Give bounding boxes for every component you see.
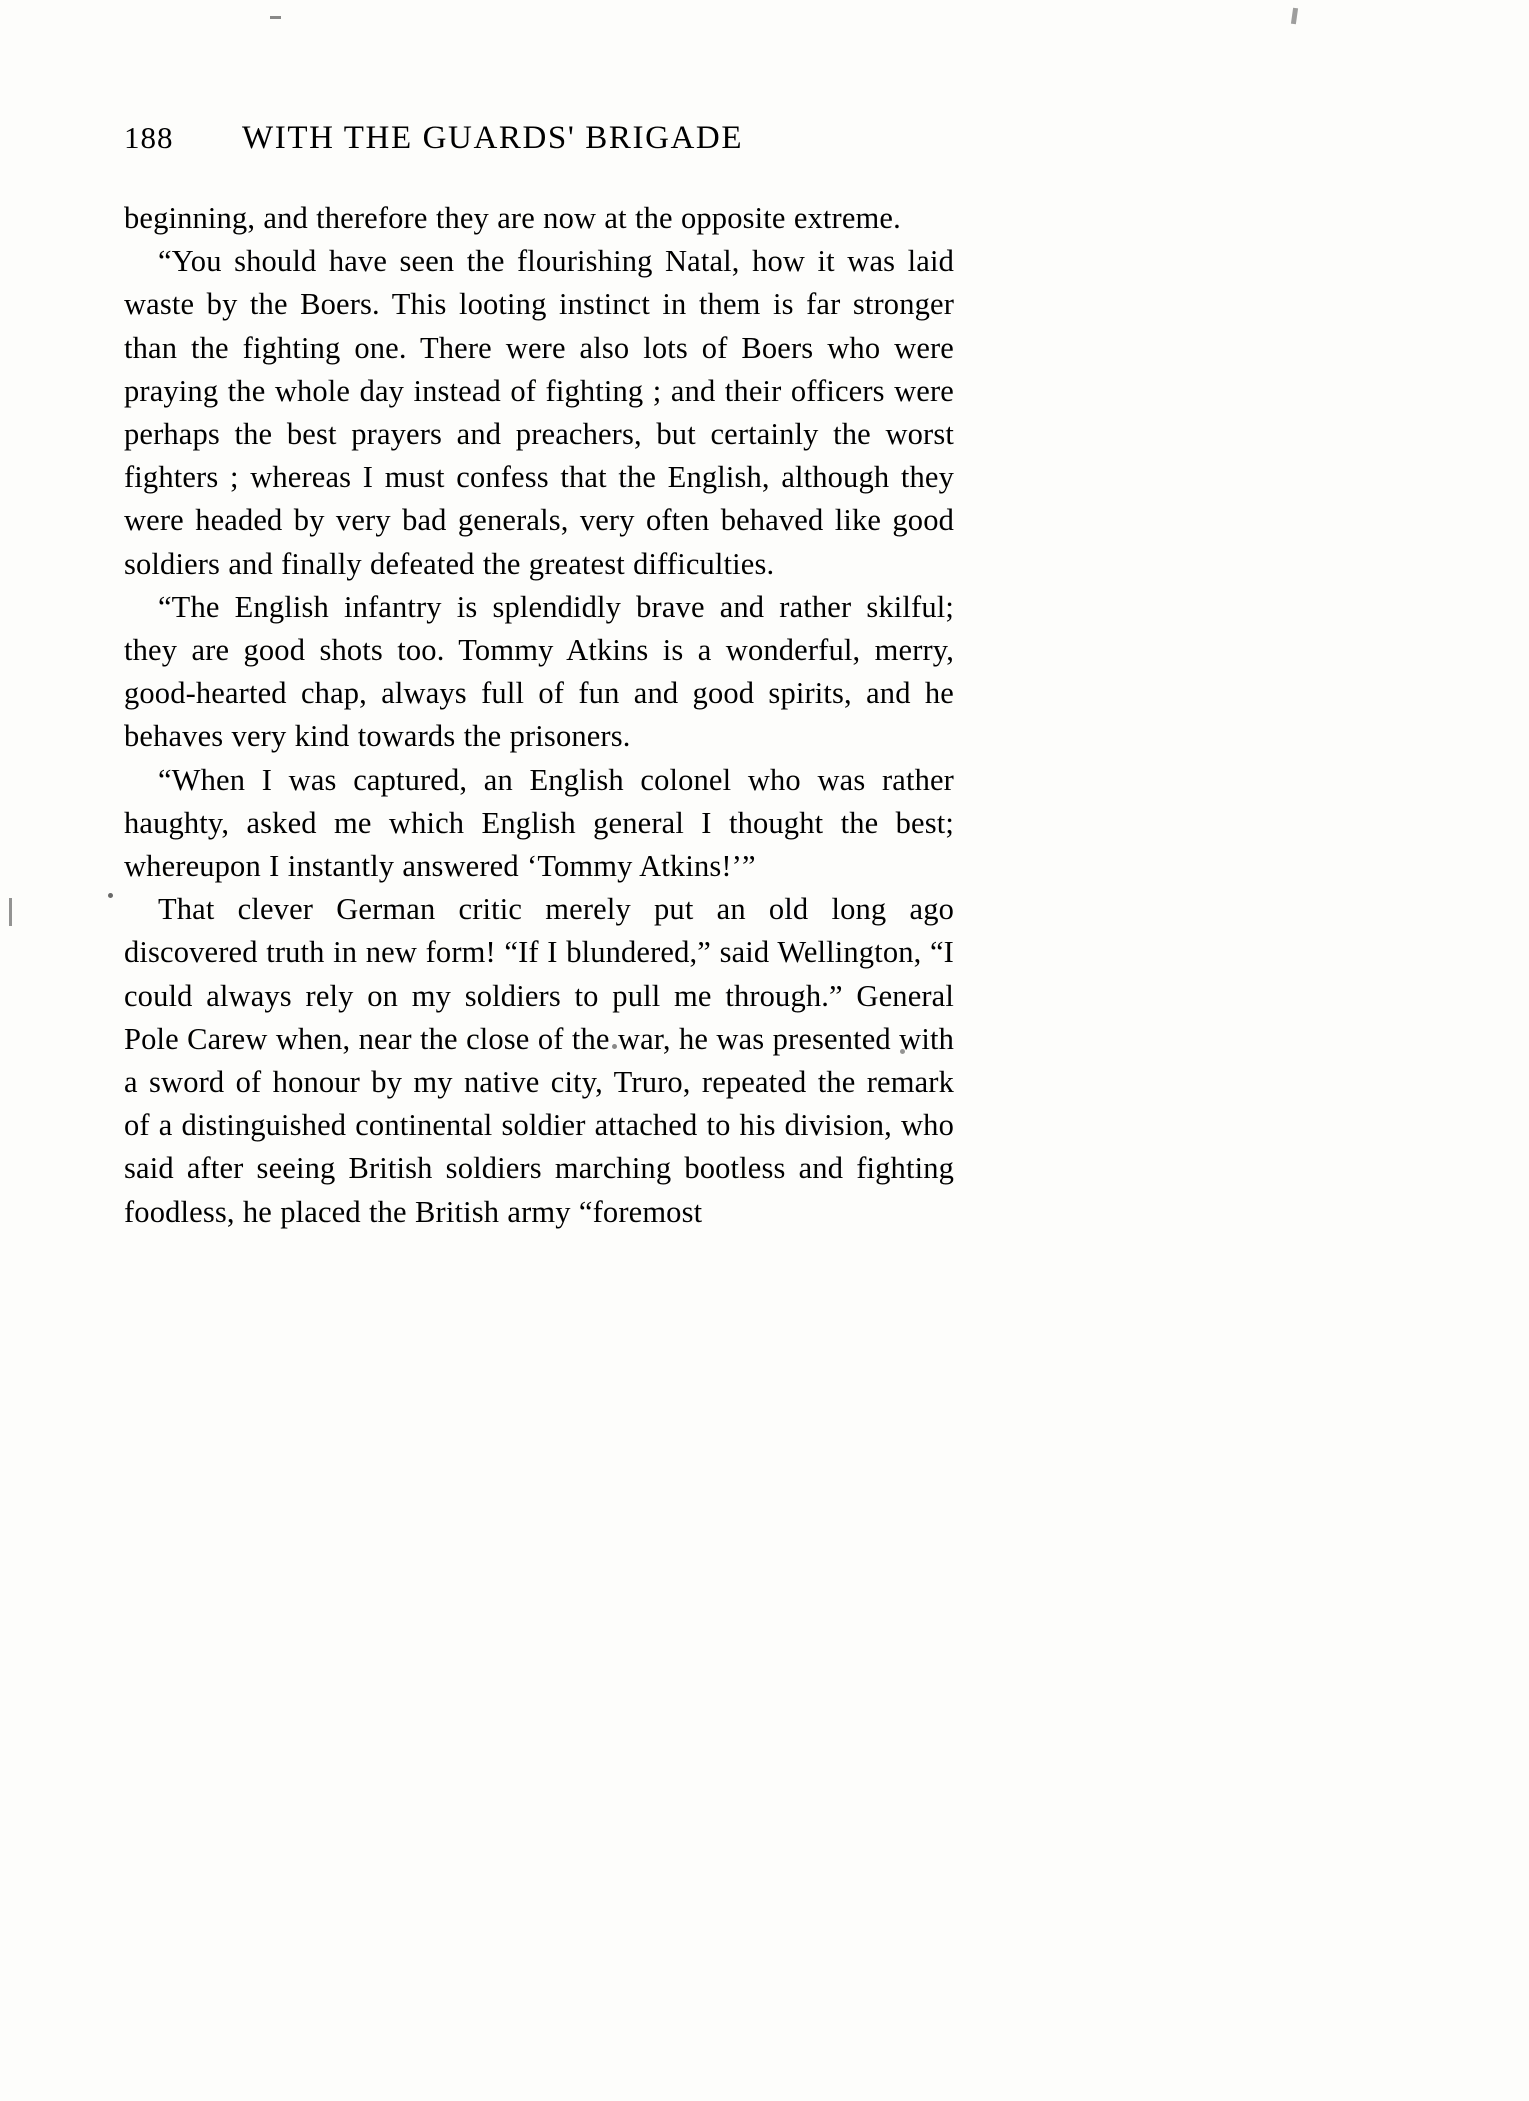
page-speck-icon (270, 16, 281, 19)
page-content (124, 120, 954, 1234)
paragraph: beginning, and therefore they are now at the opposite extreme. (124, 201, 901, 235)
body-text (124, 197, 954, 1234)
book-title: WITH THE GUARDS' BRIGADE (242, 120, 744, 156)
paragraph: “The English infantry is splendidly brave and rather skilful; they are good shots too. Tommy Atkins is a wonderful, merry, good-hearted chap, always full of fun and good spirits, and he behaves very kind towards the prisoners. (124, 589, 954, 754)
paragraph: “You should have seen the flourishing Natal, how it was laid waste by the Boers. This looting instinct in them is far stronger than the fighting one. There were also lots of Boers who were praying the whole day instead of fighting ; and their officers were perhaps the best prayers and preachers, but certainly the worst fighters ; whereas I must confess that the English, although they were headed by very bad generals, very often behaved like good soldiers and finally defeated the greatest difficulties. (124, 244, 954, 581)
paragraph: That clever German critic merely put an old long ago discovered truth in new form! “If I blundered,” said Wellington, “I could always rely on my soldiers to pull me through.” General Pole Carew when, near the close of the war, he was presented with a sword of honour by my native city, Truro, repeated the remark of a distinguished continental soldier attached to his division, who said after seeing British soldiers marching bootless and fighting foodless, he placed the British army “foremost (124, 892, 954, 1229)
page-speck-icon (9, 898, 12, 926)
page-number: 188 (124, 120, 174, 155)
paragraph: “When I was captured, an English colonel who was rather haughty, asked me which English general I thought the best; whereupon I instantly answered ‘Tommy Atkins!’” (124, 762, 954, 884)
page-speck-icon (108, 893, 113, 898)
page-speck-icon (1291, 8, 1298, 25)
running-head (124, 120, 954, 157)
